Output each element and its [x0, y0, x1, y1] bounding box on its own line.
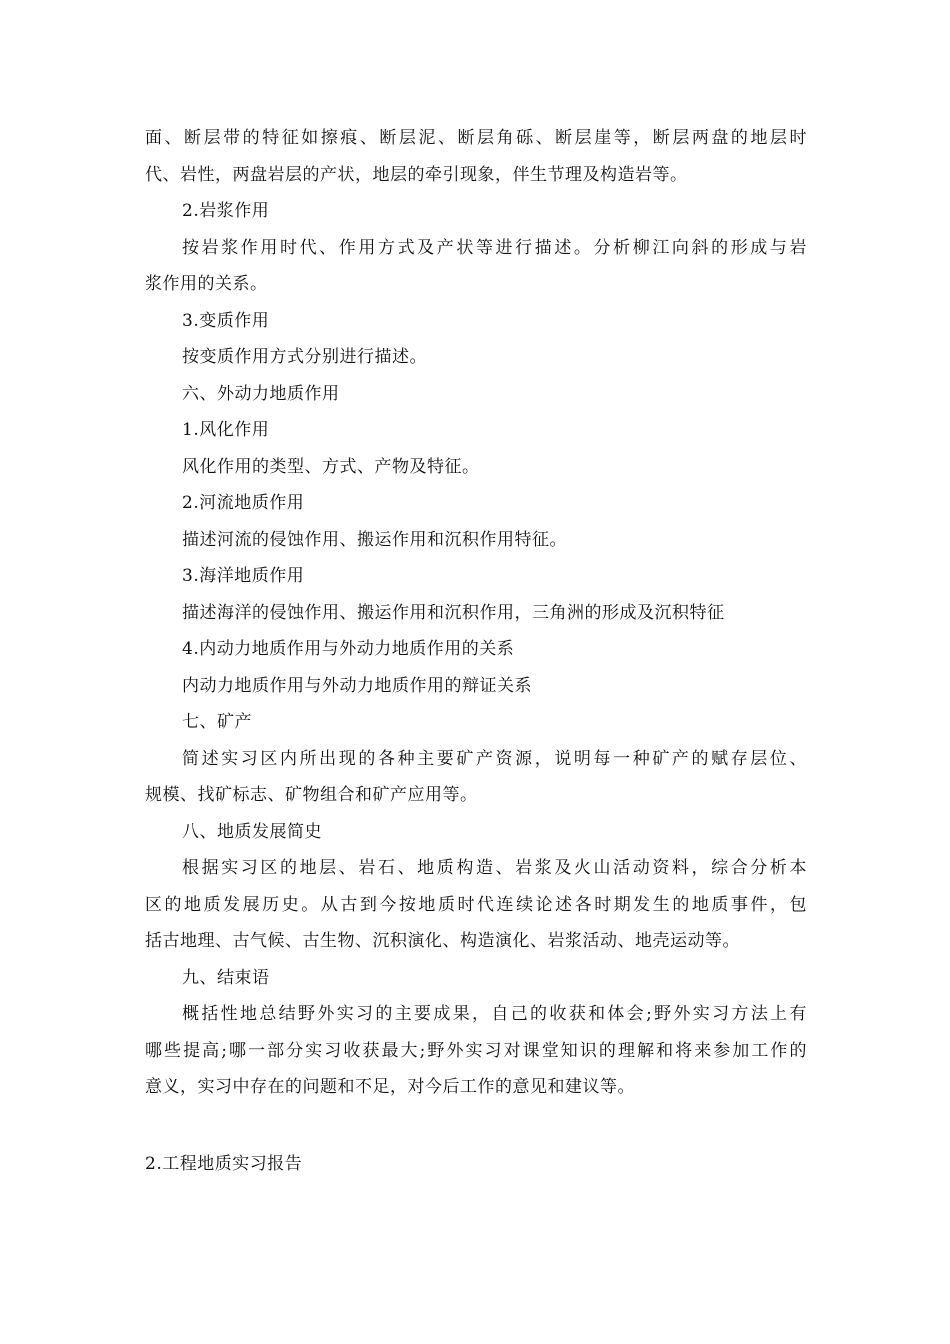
document-body: [145, 120, 807, 1183]
text-line: 描述河流的侵蚀作用、搬运作用和沉积作用特征。: [182, 529, 567, 550]
text-line: 风化作用的类型、方式、产物及特征。: [182, 456, 480, 477]
text-line: 面、断层带的特征如擦痕、断层泥、断层角砾、断层崖等，断层两盘的地层时: [145, 128, 807, 148]
text-line: 六、外动力地质作用: [182, 383, 340, 404]
text-line: 按变质作用方式分别进行描述。: [182, 347, 427, 367]
text-line: 内动力地质作用与外动力地质作用的辩证关系: [182, 675, 532, 696]
text-line: 概括性地总结野外实习的主要成果，自己的收获和体会;野外实习方法上有: [182, 1004, 807, 1024]
text-line: 意义，实习中存在的问题和不足，对今后工作的意见和建议等。: [145, 1077, 635, 1097]
text-line: 3.海洋地质作用: [182, 566, 305, 586]
text-line: 简述实习区内所出现的各种主要矿产资源，说明每一种矿产的赋存层位、: [182, 748, 807, 769]
text-line: 七、矿产: [182, 712, 252, 732]
text-line: 2.岩浆作用: [182, 201, 270, 221]
text-line: 4.内动力地质作用与外动力地质作用的关系: [182, 639, 515, 659]
text-line: 哪些提高;哪一部分实习收获最大;野外实习对课堂知识的理解和将来参加工作的: [145, 1040, 807, 1061]
section-title: 2.工程地质实习报告: [145, 1154, 303, 1174]
text-line: 2.河流地质作用: [182, 493, 305, 513]
text-line: 3.变质作用: [182, 310, 270, 331]
text-line: 九、结束语: [182, 967, 270, 988]
text-line: 根据实习区的地层、岩石、地质构造、岩浆及火山活动资料，综合分析本: [182, 858, 807, 878]
text-line: 描述海洋的侵蚀作用、搬运作用和沉积作用，三角洲的形成及沉积特征: [182, 602, 725, 623]
paragraph-gap: [145, 1106, 807, 1143]
text-line: 浆作用的关系。: [145, 274, 268, 294]
text-line: 1.风化作用: [182, 420, 270, 440]
text-line: 括古地理、古气候、古生物、沉积演化、构造演化、岩浆活动、地壳运动等。: [145, 931, 740, 951]
text-line: 按岩浆作用时代、作用方式及产状等进行描述。分析柳江向斜的形成与岩: [182, 237, 807, 258]
text-line: 规模、找矿标志、矿物组合和矿产应用等。: [145, 785, 478, 805]
text-line: 代、岩性，两盘岩层的产状，地层的牵引现象，伴生节理及构造岩等。: [145, 164, 688, 185]
text-line: 八、地质发展简史: [182, 821, 322, 842]
text-line: 区的地质发展历史。从古到今按地质时代连续论述各时期发生的地质事件，包: [145, 894, 807, 915]
